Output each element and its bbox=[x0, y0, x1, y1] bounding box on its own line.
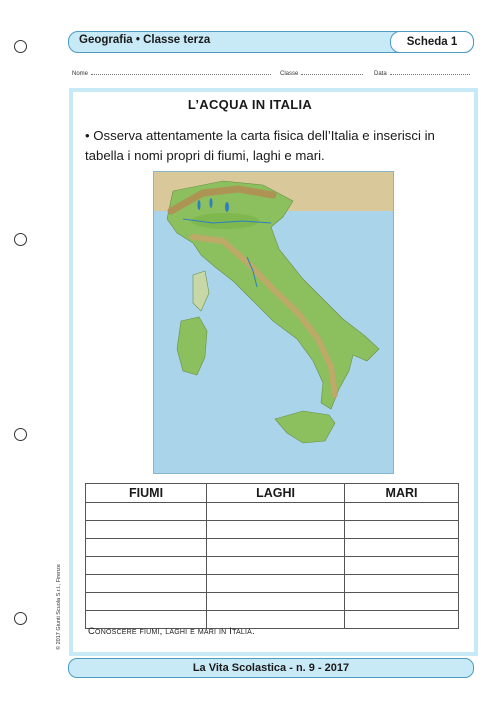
seas-cell[interactable] bbox=[345, 611, 459, 629]
rivers-cell[interactable] bbox=[86, 593, 207, 611]
lakes-cell[interactable] bbox=[207, 557, 345, 575]
date-field[interactable] bbox=[374, 68, 470, 77]
seas-cell[interactable] bbox=[345, 521, 459, 539]
header-bar bbox=[68, 31, 474, 53]
name-label: Nome bbox=[72, 71, 89, 77]
class-field[interactable] bbox=[280, 68, 363, 77]
binder-hole-bottom bbox=[14, 612, 27, 625]
table-row bbox=[86, 593, 459, 611]
rivers-cell[interactable] bbox=[86, 539, 207, 557]
table-row bbox=[86, 503, 459, 521]
subject-label: Geografia • Classe terza bbox=[79, 34, 211, 46]
seas-cell[interactable] bbox=[345, 593, 459, 611]
column-header-seas: MARI bbox=[345, 484, 459, 503]
seas-cell[interactable] bbox=[345, 557, 459, 575]
name-field[interactable] bbox=[72, 68, 271, 77]
date-label: Data bbox=[374, 71, 387, 77]
table-row bbox=[86, 575, 459, 593]
rivers-cell[interactable] bbox=[86, 503, 207, 521]
rivers-cell[interactable] bbox=[86, 575, 207, 593]
table-row bbox=[86, 539, 459, 557]
lakes-cell[interactable] bbox=[207, 521, 345, 539]
lakes-cell[interactable] bbox=[207, 575, 345, 593]
learning-objective: Conoscere fiumi, laghi e mari in Italia. bbox=[88, 626, 255, 637]
binder-hole-top bbox=[14, 40, 27, 53]
lakes-cell[interactable] bbox=[207, 593, 345, 611]
lake-como bbox=[210, 198, 213, 208]
lake-maggiore bbox=[198, 200, 201, 210]
seas-cell[interactable] bbox=[345, 503, 459, 521]
rivers-cell[interactable] bbox=[86, 521, 207, 539]
rivers-cell[interactable] bbox=[86, 557, 207, 575]
binder-hole-lower bbox=[14, 428, 27, 441]
italy-physical-map bbox=[153, 171, 394, 474]
table-row bbox=[86, 521, 459, 539]
class-label: Classe bbox=[280, 71, 299, 77]
footer-bar: La Vita Scolastica - n. 9 - 2017 bbox=[68, 658, 474, 678]
sheet-number-tab: Scheda 1 bbox=[390, 31, 474, 53]
lake-garda bbox=[225, 202, 229, 212]
table-row bbox=[86, 557, 459, 575]
table-header-row bbox=[86, 484, 459, 503]
answer-table bbox=[85, 483, 459, 629]
seas-cell[interactable] bbox=[345, 539, 459, 557]
binder-hole-upper bbox=[14, 233, 27, 246]
page-title: L’ACQUA IN ITALIA bbox=[187, 97, 313, 112]
column-header-lakes: LAGHI bbox=[207, 484, 345, 503]
lakes-cell[interactable] bbox=[207, 503, 345, 521]
copyright-credit: © 2017 Giunti Scuola S.r.l., Firenze bbox=[56, 564, 62, 650]
column-header-rivers: FIUMI bbox=[86, 484, 207, 503]
seas-cell[interactable] bbox=[345, 575, 459, 593]
lakes-cell[interactable] bbox=[207, 539, 345, 557]
instruction-text: • Osserva attentamente la carta fisica dell’Italia e inserisci in tabella i nomi propri di fiumi, laghi e mari. bbox=[85, 128, 435, 163]
